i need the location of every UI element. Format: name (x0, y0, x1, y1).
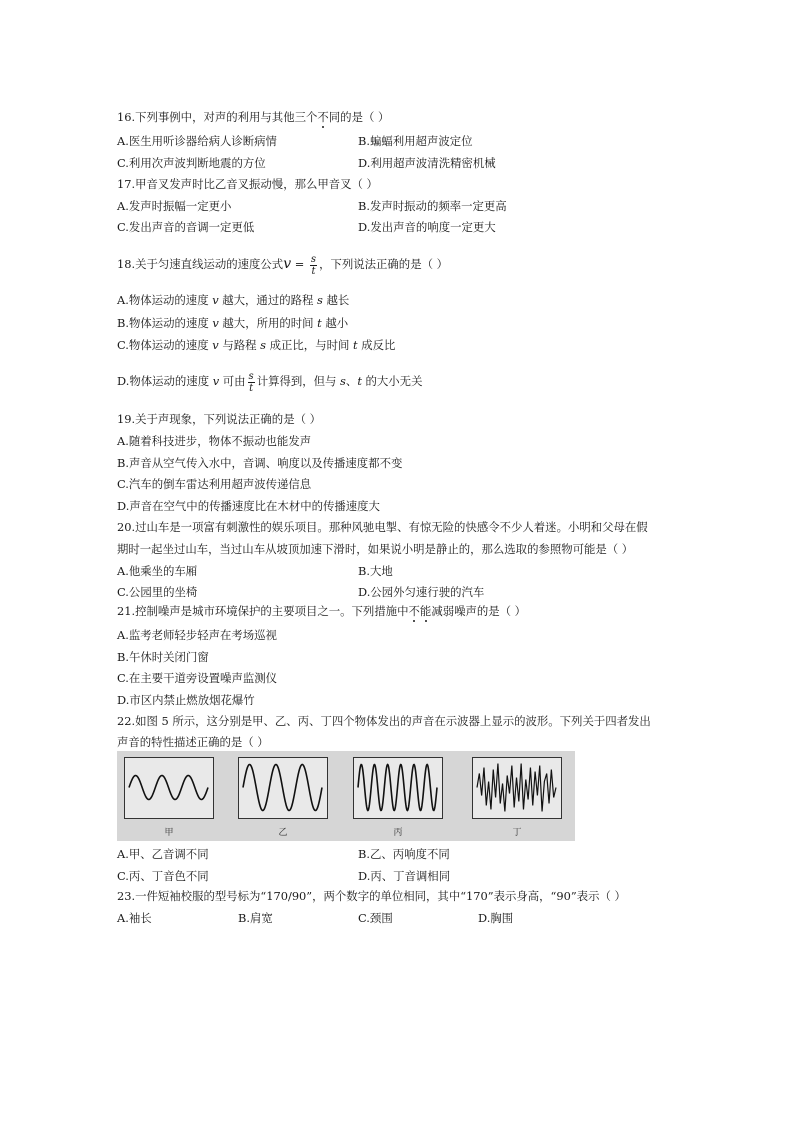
q21-emphasis-2: 能 (420, 604, 431, 618)
q22-stem-line1: 22.如图 5 所示，这分别是甲、乙、丙、丁四个物体发出的声音在示波器上显示的波形。下列关于四者发出 (117, 714, 651, 728)
q18-option-d-fraction: $\frac{s}{t}$ (248, 370, 254, 394)
q19-option-a: A.随着科技进步，物体不振动也能发声 (117, 434, 312, 448)
q22-option-c: C.丙、丁音色不同 (117, 869, 209, 883)
q18-option-b: B.物体运动的速度 v 越大，所用的时间 t 越小 (117, 316, 349, 330)
q19-option-c: C.汽车的倒车雷达利用超声波传递信息 (117, 477, 312, 491)
waveform-ding (472, 757, 562, 819)
q22-stem-line2: 声音的特性描述正确的是（ ） (117, 735, 269, 749)
q21-option-b: B.午休时关闭门窗 (117, 650, 209, 664)
q20-option-b: B.大地 (358, 564, 393, 578)
waveform-label-yi: 乙 (278, 828, 288, 838)
q18-option-a: A.物体运动的速度 v 越大，通过的路程 s 越长 (117, 293, 350, 307)
waveform-label-bing: 丙 (393, 828, 403, 838)
waveform-yi (238, 757, 328, 819)
waveform-jia (124, 757, 214, 819)
q21-option-a: A.监考老师轻步轻声在考场巡视 (117, 628, 277, 642)
q23-option-c: C.颈围 (358, 911, 393, 925)
q23-option-b: B.肩宽 (238, 911, 273, 925)
q22-option-d: D.丙、丁音调相同 (358, 869, 451, 883)
q20-stem-line2: 期时一起坐过山车，当过山车从坡顶加速下滑时，如果说小明是静止的，那么选取的参照物可能是（ ） (117, 542, 634, 556)
q17-option-b: B.发声时振动的频率一定更高 (358, 199, 507, 213)
waveform-bing-graphic (354, 758, 441, 817)
q19-option-b: B.声音从空气传入水中，音调、响度以及传播速度都不变 (117, 456, 403, 470)
waveform-jia-graphic (125, 758, 212, 817)
q18-formula-fraction: $\frac{s}{t}$ (310, 253, 317, 277)
oscilloscope-figure (117, 751, 575, 841)
waveform-yi-graphic (239, 758, 326, 817)
q16-emphasis: 不 (317, 110, 328, 124)
waveform-bing (353, 757, 443, 819)
q17-option-d: D.发出声音的响度一定更大 (358, 220, 496, 234)
q16-option-c: C.利用次声波判断地震的方位 (117, 156, 266, 170)
q21-option-c: C.在主要干道旁设置噪声监测仪 (117, 671, 278, 685)
q23-option-a: A.袖长 (117, 911, 152, 925)
q23-option-d: D.胸围 (478, 911, 514, 925)
q19-stem: 19.关于声现象，下列说法正确的是（ ） (117, 412, 321, 426)
waveform-label-ding: 丁 (512, 828, 522, 838)
q21-emphasis-1: 不 (409, 604, 420, 618)
q19-option-d: D.声音在空气中的传播速度比在木材中的传播速度大 (117, 499, 380, 513)
q16-option-b: B.蝙蝠利用超声波定位 (358, 134, 473, 148)
q22-option-b: B.乙、丙响度不同 (358, 847, 450, 861)
q21-option-d: D.市区内禁止燃放烟花爆竹 (117, 693, 255, 707)
q18-stem: 18.关于匀速直线运动的速度公式v = $\frac{s}{t}$ ，下列说法正确的是（ ） (117, 253, 448, 277)
q17-option-c: C.发出声音的音调一定更低 (117, 220, 255, 234)
q17-stem: 17.甲音叉发声时比乙音叉振动慢，那么甲音叉（ ） (117, 177, 378, 191)
q16-stem: 16.下列事例中，对声的利用与其他三个不 同的是（ ） (117, 110, 389, 124)
q18-option-d: D.物体运动的速度 v 可由 $\frac{s}{t}$ 计算得到，但与 s、t 的大小无关 (117, 370, 423, 394)
q20-option-c: C.公园里的坐椅 (117, 585, 198, 599)
q23-stem: 23.一件短袖校服的型号标为“170/90”，两个数字的单位相同，其中“170”表示身高，“90”表示（ ） (117, 889, 626, 903)
q17-option-a: A.发声时振幅一定更小 (117, 199, 232, 213)
q16-option-d: D.利用超声波清洗精密机械 (358, 156, 496, 170)
waveform-ding-graphic (473, 758, 560, 817)
q20-stem-line1: 20.过山车是一项富有刺激性的娱乐项目。那种风驰电掣、有惊无险的快感令不少人着迷。小明和父母在假 (117, 520, 648, 534)
waveform-label-jia: 甲 (164, 828, 174, 838)
q22-option-a: A.甲、乙音调不同 (117, 847, 209, 861)
q20-option-a: A.他乘坐的车厢 (117, 564, 198, 578)
q20-option-d: D.公园外匀速行驶的汽车 (358, 585, 485, 599)
q21-stem: 21.控制噪声是城市环境保护的主要项目之一。下列措施中不 能 减弱噪声的是（ ） (117, 604, 526, 618)
q16-option-a: A.医生用听诊器给病人诊断病情 (117, 134, 277, 148)
q18-option-c: C.物体运动的速度 v 与路程 s 成正比，与时间 t 成反比 (117, 338, 396, 352)
